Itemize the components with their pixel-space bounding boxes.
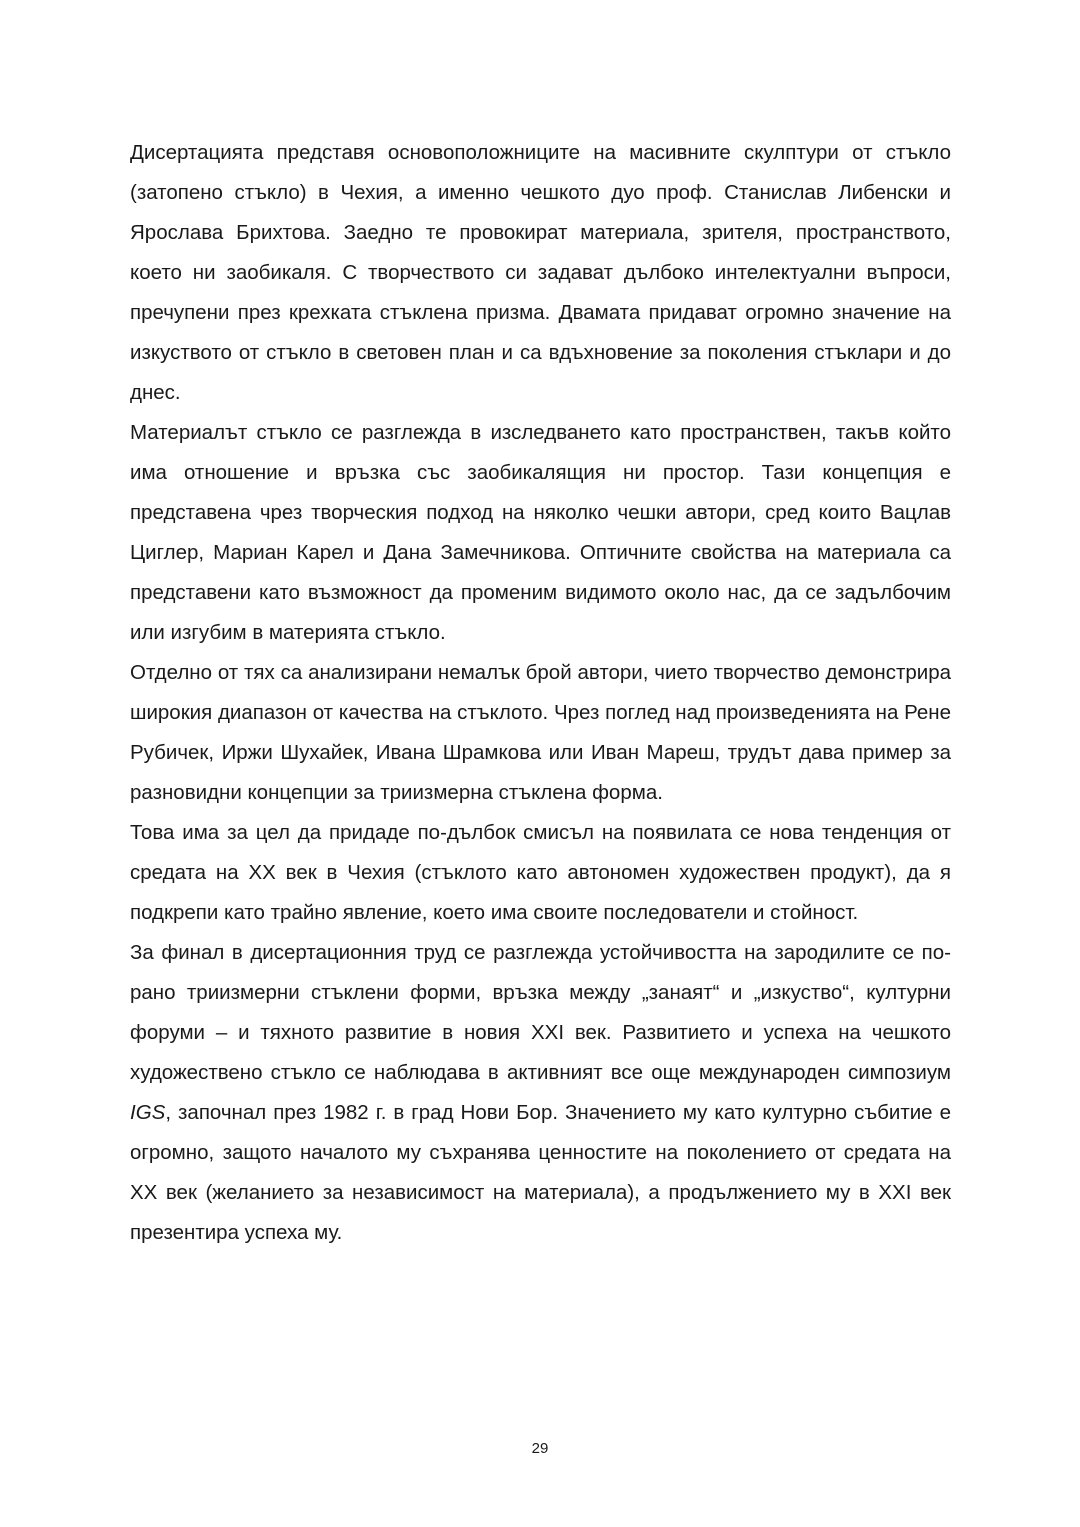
- italic-term: IGS: [130, 1101, 166, 1124]
- paragraph-text: За финал в дисертационния труд се разглежда устойчивостта на зародилите се по-рано триизмерни стъклени форми, връзка между „занаят“ и „изкуство“, културни форуми – и тяхното развитие в новия XXI век. Развитието и успеха на чешкото художествено стъкло се наблюдава в активният все още международен симпозиум: [130, 941, 951, 1084]
- body-text: [130, 133, 951, 1253]
- paragraph-text: Материалът стъкло се разглежда в изследването като пространствен, такъв който има отношение и връзка със заобикалящия ни простор. Тази концепция е представена чрез творческия подход на няколко чешки автори, сред които Вацлав Циглер, Мариан Карел и Дана Замечникова. Оптичните свойства на материала са представени като възможност да променим видимото около нас, да се задълбочим или изгубим в материята стъкло.: [130, 421, 951, 644]
- paragraph-text: , започнал през 1982 г. в град Нови Бор. Значението му като културно събитие е огромно, защото началото му съхранява ценностите на поколението от средата на XX век (желанието за независимост на материала), а продължението му в XXI век презентира успеха му.: [130, 1101, 951, 1244]
- paragraph: [130, 413, 951, 653]
- page-number: 29: [531, 1440, 549, 1457]
- paragraph: [130, 653, 951, 813]
- paragraph: [130, 933, 951, 1253]
- paragraph: [130, 813, 951, 933]
- paragraph-text: Това има за цел да придаде по-дълбок смисъл на появилата се нова тенденция от средата на XX век в Чехия (стъклото като автономен художествен продукт), да я подкрепи като трайно явление, което има своите последователи и стойност.: [130, 821, 951, 924]
- paragraph: [130, 133, 951, 413]
- paragraph-text: Отделно от тях са анализирани немалък брой автори, чието творчество демонстрира широкия диапазон от качества на стъклото. Чрез поглед над произведенията на Рене Рубичек, Иржи Шухайек, Ивана Шрамкова или Иван Мареш, трудът дава пример за разновидни концепции за триизмерна стъклена форма.: [130, 661, 951, 804]
- paragraph-text: Дисертацията представя основоположниците на масивните скулптури от стъкло (затопено стъкло) в Чехия, а именно чешкото дуо проф. Станислав Либенски и Ярослава Брихтова. Заедно те провокират материала, зрителя, пространството, което ни заобикаля. С творчеството си задават дълбоко интелектуални въпроси, пречупени през крехката стъклена призма. Двамата придават огромно значение на изкуството от стъкло в световен план и са вдъхновение за поколения стъклари и до днес.: [130, 141, 951, 404]
